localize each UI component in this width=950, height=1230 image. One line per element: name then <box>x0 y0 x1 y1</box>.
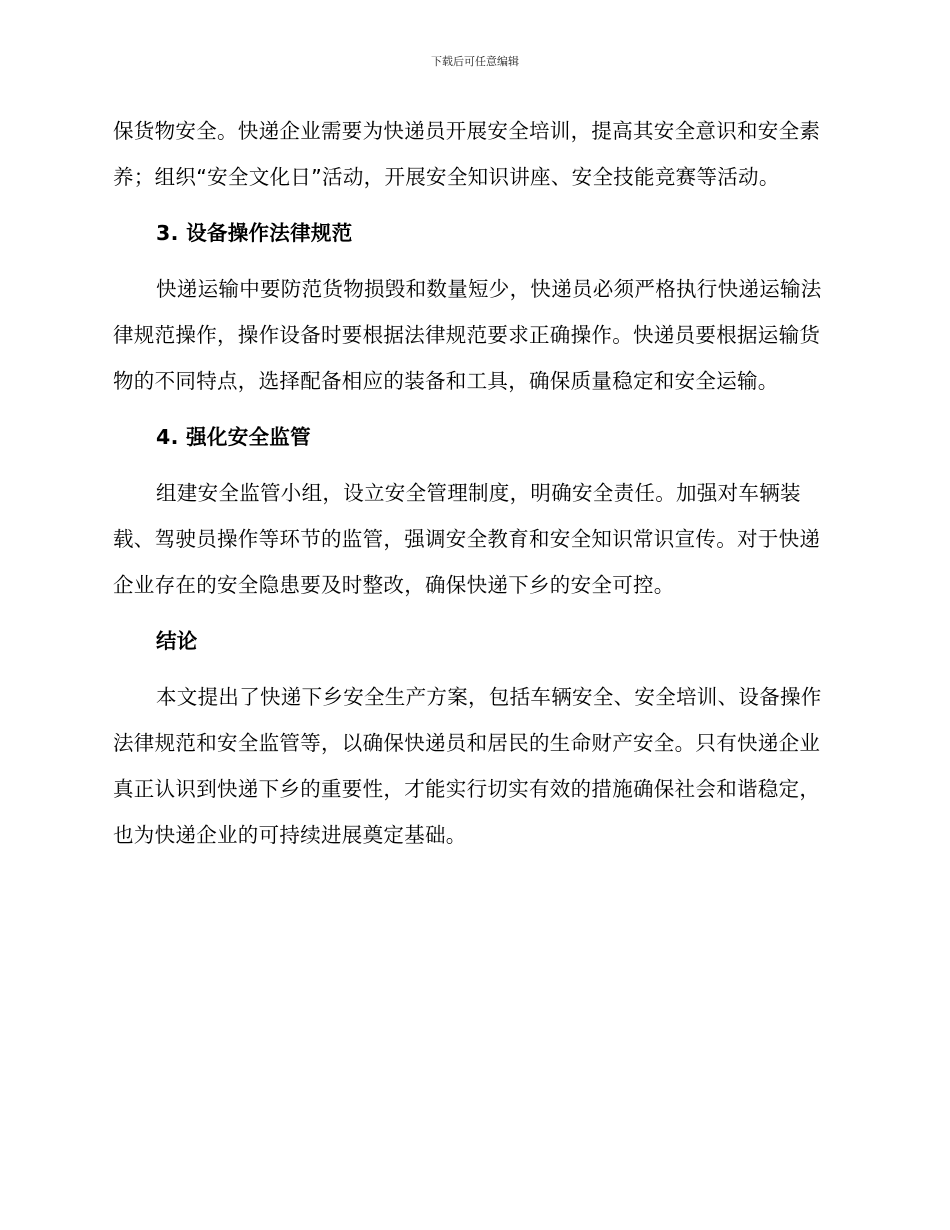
section-heading-4: 4. 强化安全监管 <box>156 425 311 449</box>
conclusion-heading: 结论 <box>156 629 198 653</box>
paragraph-conclusion: 本文提出了快递下乡安全生产方案，包括车辆安全、安全培训、设备操作法律规范和安全监管等，以确保快递员和居民的生命财产安全。只有快递企业真正认识到快递下乡的重要性，才能实行切实有效的措施确保社会和谐稳定，也为快递企业的可持续进展奠定基础。 <box>113 685 822 847</box>
section-heading-3: 3. 设备操作法律规范 <box>156 221 353 245</box>
paragraph-intro: 保货物安全。快递企业需要为快递员开展安全培训，提高其安全意识和安全素养；组织“安全文化日”活动，开展安全知识讲座、安全技能竞赛等活动。 <box>113 119 821 189</box>
page-header: 下载后可任意编辑 <box>431 55 519 68</box>
document-body <box>113 108 837 868</box>
paragraph-section-4: 组建安全监管小组，设立安全管理制度，明确安全责任。加强对车辆装载、驾驶员操作等环节的监管，强调安全教育和安全知识常识宣传。对于快递企业存在的安全隐患要及时整改，确保快递下乡的安全可控。 <box>113 481 821 597</box>
paragraph-section-3: 快递运输中要防范货物损毁和数量短少，快递员必须严格执行快递运输法律规范操作，操作设备时要根据法律规范要求正确操作。快递员要根据运输货物的不同特点，选择配备相应的装备和工具，确保质量稳定和安全运输。 <box>113 277 822 393</box>
